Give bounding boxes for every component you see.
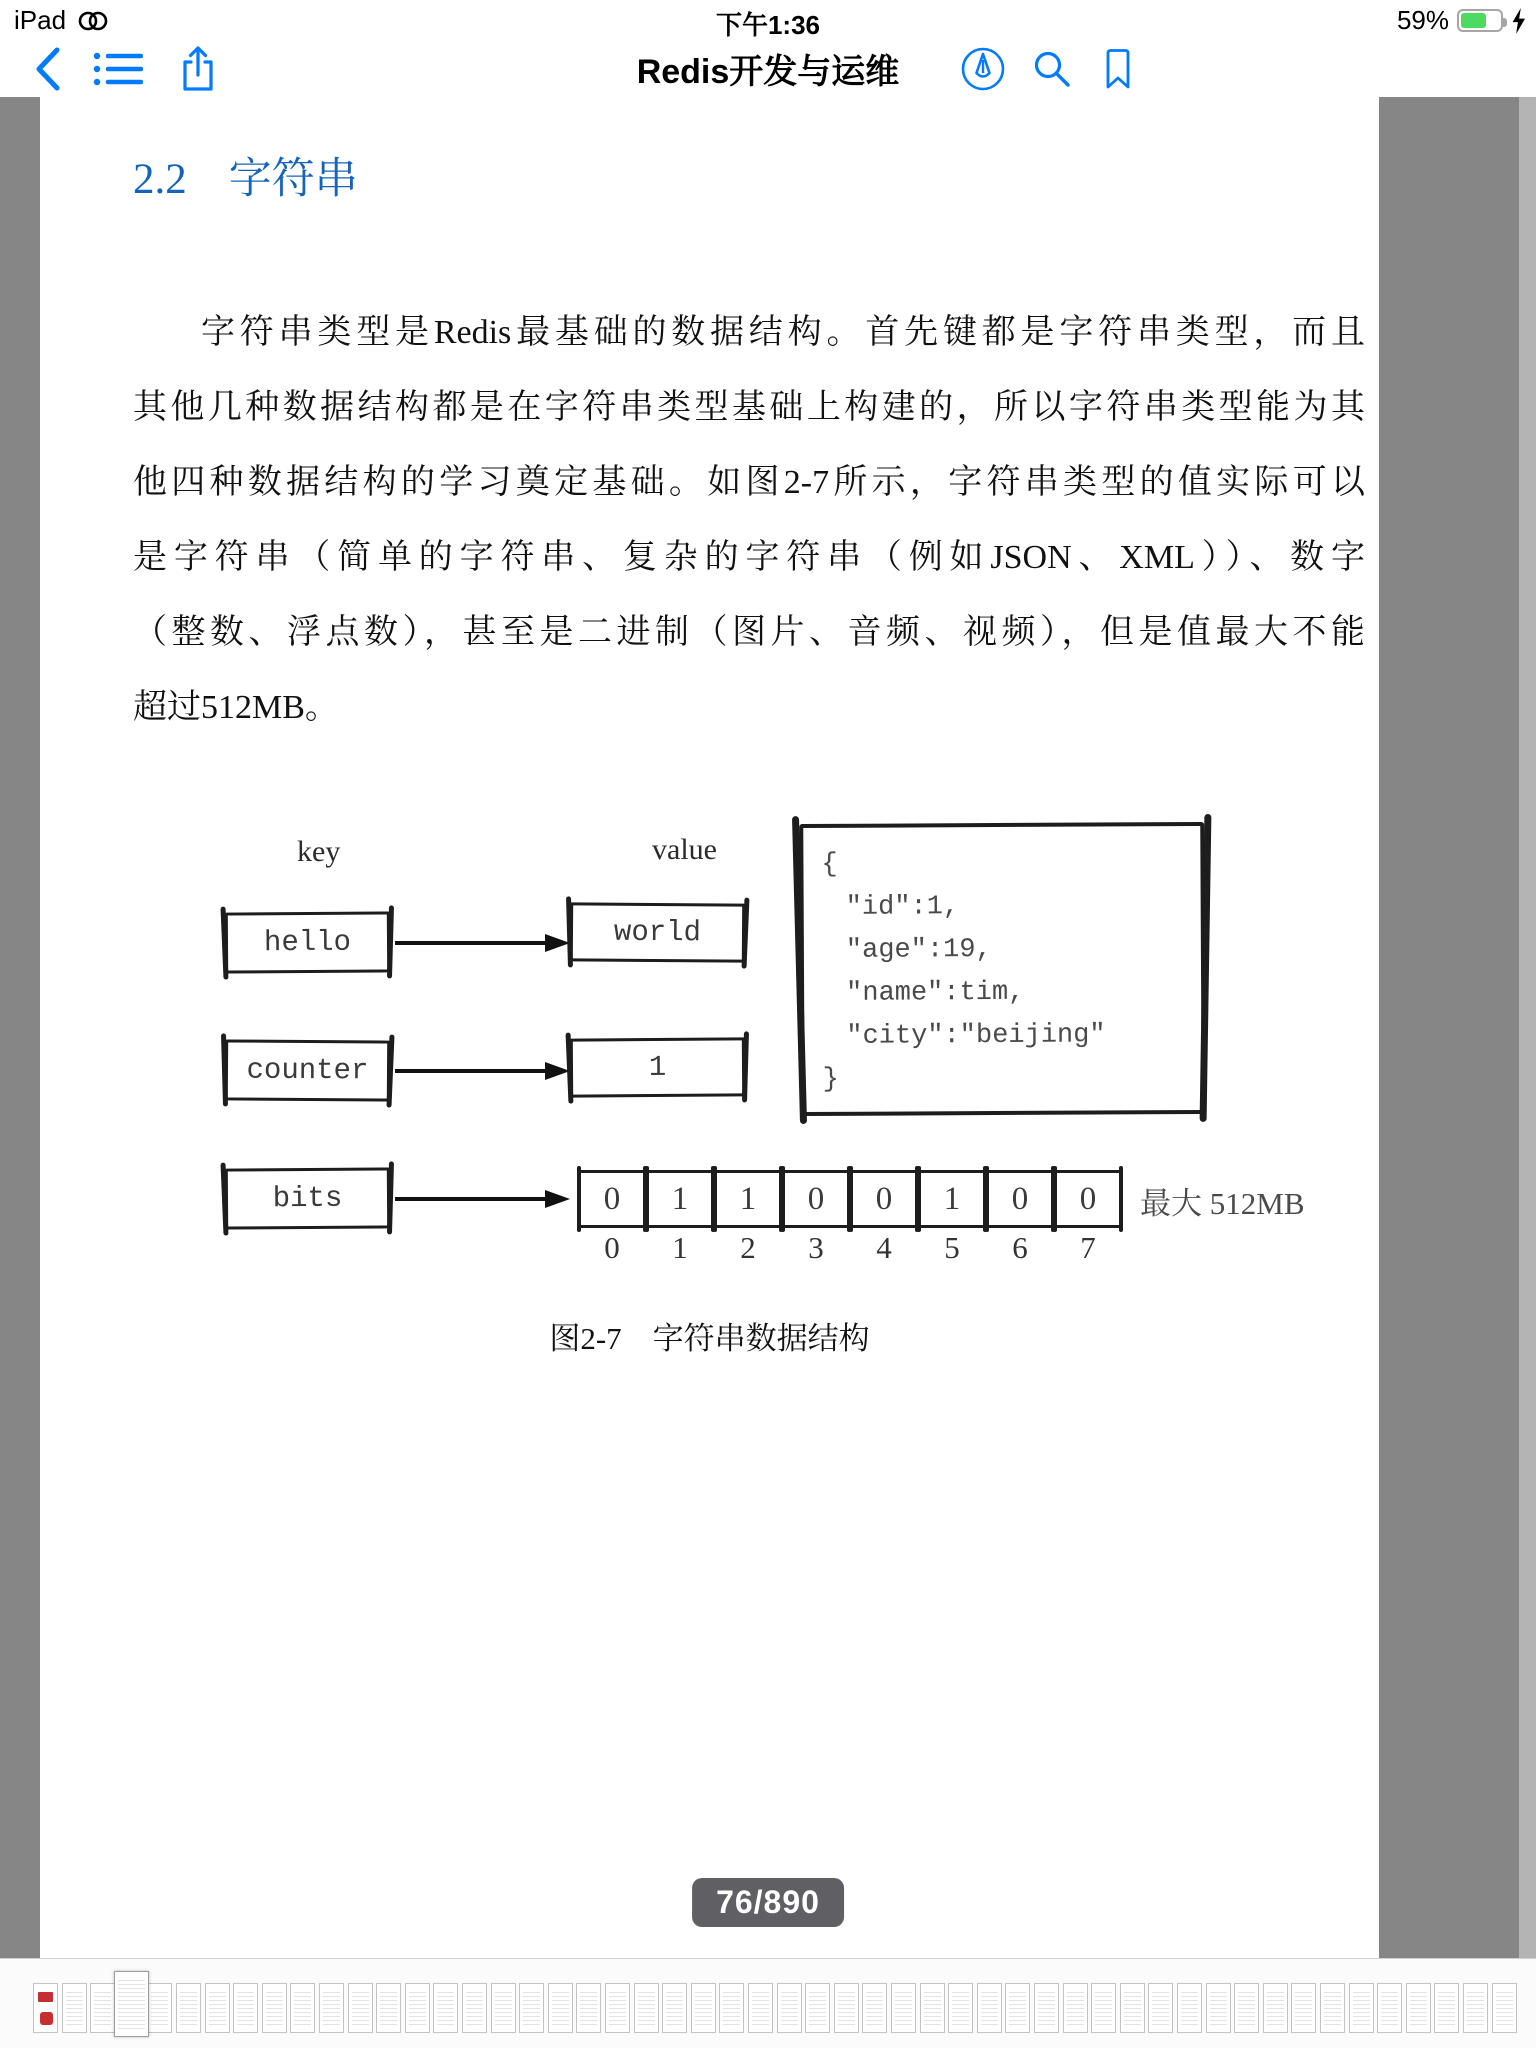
status-bar [0,0,1536,40]
bit-index: 7 [1080,1230,1096,1265]
page-thumbnail[interactable] [891,1983,916,2033]
page-thumbnail[interactable] [1206,1983,1231,2033]
page-thumbnail[interactable] [662,1983,687,2033]
page-thumbnail[interactable] [805,1983,830,2033]
bit-index: 6 [1012,1230,1028,1265]
charging-bolt-icon [1511,8,1526,34]
page-thumbnail[interactable] [433,1983,458,2033]
page-thumbnail[interactable] [1034,1983,1059,2033]
page-thumbnail[interactable] [1234,1983,1259,2033]
bit-index: 4 [876,1230,892,1265]
json-line: "city":"beijing" [846,1020,1106,1052]
annotate-button[interactable] [960,40,1006,97]
page-thumbnail[interactable] [948,1983,973,2033]
pdf-page[interactable] [40,97,1379,1958]
paragraph-line: 是字符串（简单的字符串、复杂的字符串（例如JSON、XML））、数字 [133,539,1365,576]
page-thumbnail[interactable] [1148,1983,1173,2033]
json-box [799,822,1206,1116]
page-thumbnail[interactable] [262,1983,287,2033]
page-thumbnail[interactable] [1377,1983,1402,2033]
pen-icon [960,46,1006,92]
paragraph-line: 字符串类型是Redis最基础的数据结构。首先键都是字符串类型，而且 [201,314,1365,351]
page-thumbnail[interactable] [576,1983,601,2033]
bookmark-button[interactable] [1100,40,1136,97]
page-thumbnail[interactable] [1320,1983,1345,2033]
page-thumbnail[interactable] [462,1983,487,2033]
bit-cell: 1 [646,1170,714,1228]
paragraph-line: 他四种数据结构的学习奠定基础。如图2-7所示，字符串类型的值实际可以 [133,464,1365,501]
page-thumbnail[interactable] [748,1983,773,2033]
arrow [395,932,570,954]
section-title: 字符串 [228,156,358,203]
page-thumbnail[interactable] [348,1983,373,2033]
page-thumbnail[interactable] [1005,1983,1030,2033]
nav-bar [0,40,1536,97]
content-area [0,97,1536,1958]
bit-index: 3 [808,1230,824,1265]
page-thumbnail[interactable] [1406,1983,1431,2033]
next-page-edge [1519,97,1536,1958]
page-thumbnail[interactable] [1492,1983,1517,2033]
page-thumbnail[interactable] [719,1983,744,2033]
section-number: 2.2 [133,156,187,203]
page-thumbnail[interactable] [290,1983,315,2033]
page-thumbnail[interactable] [1063,1983,1088,2033]
document-title: Redis开发与运维 [636,53,900,91]
value-box-counter: 1 [570,1037,745,1097]
bit-index: 5 [944,1230,960,1265]
page-thumbnail[interactable] [114,1971,149,2037]
bit-cell: 1 [918,1170,986,1228]
page-thumbnail[interactable] [1291,1983,1316,2033]
bit-cell: 0 [578,1170,646,1228]
page-thumbnail[interactable] [1463,1983,1488,2033]
page-thumbnail[interactable] [405,1983,430,2033]
page-indicator-badge: 76/890 [692,1878,844,1927]
max-size-label: 最大 512MB [1140,1186,1305,1221]
carrier-label: iPad [14,5,67,35]
page-thumbnail[interactable] [1434,1983,1459,2033]
key-box-counter: counter [225,1039,390,1101]
battery-icon [1457,9,1503,32]
page-thumbnail[interactable] [548,1983,573,2033]
arrow [395,1188,570,1210]
page-thumbnail[interactable] [605,1983,630,2033]
bit-cell: 0 [986,1170,1054,1228]
page-thumbnail[interactable] [862,1983,887,2033]
section-heading [133,145,358,206]
bit-index: 2 [740,1230,756,1265]
page-thumbnail[interactable] [977,1983,1002,2033]
figure-caption: 图2-7 字符串数据结构 [549,1321,870,1356]
page-thumbnail[interactable] [376,1983,401,2033]
page-thumbnail[interactable] [1091,1983,1116,2033]
page-thumbnail[interactable] [62,1983,87,2033]
bit-cell: 0 [850,1170,918,1228]
page-thumbnail[interactable] [147,1983,172,2033]
page-thumbnail[interactable] [634,1983,659,2033]
bit-index: 1 [672,1230,688,1265]
json-line: "age":19, [845,935,992,966]
figure-value-label: value [652,833,717,866]
bit-index: 0 [604,1230,620,1265]
page-thumbnail[interactable] [491,1983,516,2033]
arrow [395,1060,570,1082]
key-box-hello: hello [225,911,390,973]
battery-percent: 59% [1396,5,1449,35]
json-lines [821,842,1106,1101]
thumbnail-strip[interactable] [0,1958,1536,2048]
search-icon [1033,50,1071,88]
body-paragraph [133,295,1365,745]
key-box-bits: bits [225,1167,390,1229]
page-thumbnail[interactable] [777,1983,802,2033]
page-thumbnail[interactable] [834,1983,859,2033]
search-button[interactable] [1032,40,1072,97]
json-line: } [822,1064,839,1095]
paragraph-line: （整数、浮点数），甚至是二进制（图片、音频、视频），但是值最大不能 [133,614,1365,651]
json-line: "id":1, [845,892,960,923]
page-thumbnail[interactable] [319,1983,344,2033]
figure-key-label: key [297,835,341,868]
page-thumbnail[interactable] [90,1983,115,2033]
bit-cell: 0 [782,1170,850,1228]
value-box-world: world [570,902,745,962]
bit-cell: 0 [1054,1170,1122,1228]
page-thumbnail[interactable] [1349,1983,1374,2033]
page-thumbnail[interactable] [205,1983,230,2033]
page-thumbnail[interactable] [33,1983,58,2033]
bookmark-icon [1102,47,1134,91]
page-thumbnail[interactable] [920,1983,945,2033]
json-line: { [821,849,838,880]
paragraph-line: 其他几种数据结构都是在字符串类型基础上构建的，所以字符串类型能为其 [133,389,1365,426]
page-thumbnail[interactable] [1263,1983,1288,2033]
page-thumbnail[interactable] [233,1983,258,2033]
page-thumbnail[interactable] [519,1983,544,2033]
page-thumbnail[interactable] [1120,1983,1145,2033]
json-line: "name":tim, [846,977,1025,1009]
page-thumbnail[interactable] [176,1983,201,2033]
page-thumbnail[interactable] [1177,1983,1202,2033]
clock-label: 下午1:36 [715,10,821,40]
page-thumbnail[interactable] [691,1983,716,2033]
bit-cell: 1 [714,1170,782,1228]
paragraph-line: 超过512MB。 [133,689,339,726]
